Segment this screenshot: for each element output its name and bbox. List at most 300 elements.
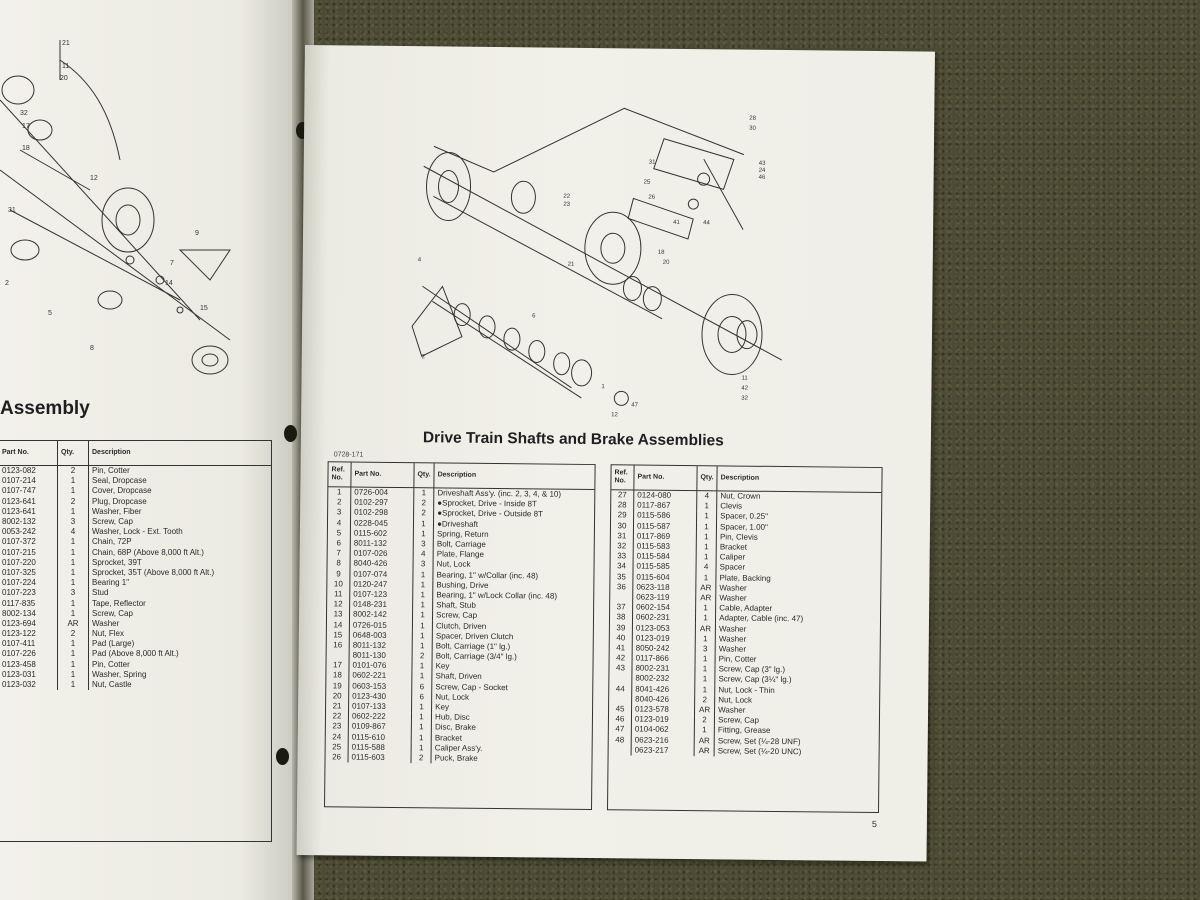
table-cell-qty: 2 — [58, 466, 89, 477]
table-cell-qty: 1 — [412, 672, 432, 682]
table-cell-qty: 1 — [695, 634, 715, 644]
table-cell-part: 8041-426 — [632, 684, 695, 695]
svg-text:41: 41 — [673, 219, 680, 226]
svg-text:18: 18 — [22, 145, 30, 152]
table-cell-desc: Nut, Lock — [718, 695, 753, 705]
table-cell-qty: 3 — [58, 517, 89, 527]
table-cell-part: 0117-869 — [633, 531, 696, 542]
table-cell-ref: 3 — [328, 508, 351, 518]
table-cell-ref: 14 — [327, 620, 350, 630]
table-cell-desc: Screw, Cap — [92, 608, 133, 618]
table-cell-desc: Washer, Fiber — [92, 506, 142, 516]
table-cell-part: 0123-694 — [0, 619, 58, 629]
table-cell-desc: Hub, Disc — [435, 712, 470, 722]
table-cell-part: 0115-610 — [348, 732, 411, 743]
table-cell-part: 0115-583 — [633, 541, 696, 552]
table-cell-ref: 28 — [611, 500, 634, 510]
table-row — [0, 527, 271, 537]
table-cell-desc: Bushing, Drive — [436, 580, 489, 590]
table-cell-ref: 1 — [328, 487, 351, 498]
col-part-no: Part No. — [0, 441, 58, 466]
svg-text:23: 23 — [563, 201, 571, 208]
table-cell-desc: Screw, Set (¼-20 UNC) — [717, 746, 802, 757]
table-cell-qty: 2 — [411, 753, 431, 763]
table-cell-qty: 1 — [413, 590, 433, 600]
table-cell-part: 0115-586 — [634, 511, 697, 522]
table-cell-desc: ●Sprocket, Drive - Inside 8T — [437, 498, 537, 509]
table-cell-ref: 34 — [611, 562, 634, 572]
table-cell-desc: Washer, Lock - Ext. Tooth — [92, 527, 183, 537]
table-cell-part: 8011-132 — [350, 538, 413, 549]
table-cell-desc: Bolt, Carriage (1" lg.) — [435, 641, 511, 652]
table-cell-ref: 43 — [609, 663, 632, 673]
table-row — [0, 558, 271, 568]
table-cell-ref: 15 — [327, 630, 350, 640]
table-cell-part: 0107-074 — [350, 569, 413, 580]
table-cell-desc: Nut, Lock - Thin — [718, 685, 775, 695]
table-cell-qty: 1 — [412, 702, 432, 712]
table-cell-part: 0123-578 — [632, 704, 695, 715]
table-cell-qty: 1 — [413, 519, 433, 529]
svg-text:46: 46 — [758, 174, 766, 181]
table-cell-qty: 1 — [411, 712, 431, 722]
table-cell-desc: Spacer, Driven Clutch — [435, 631, 514, 641]
parts-table-left-body — [325, 487, 594, 765]
table-cell-part: 0107-026 — [350, 549, 413, 560]
table-cell-desc: Spacer, 1.00" — [720, 522, 768, 532]
table-cell-desc: Screw, Cap — [718, 715, 760, 726]
table-cell-ref: 21 — [326, 701, 349, 711]
table-cell-desc: Washer — [719, 583, 747, 593]
table-cell-qty: 3 — [413, 559, 433, 569]
table-cell-desc: Bracket — [434, 732, 463, 743]
svg-text:15: 15 — [200, 305, 208, 312]
table-row — [0, 466, 271, 477]
table-cell-ref: 41 — [610, 643, 633, 653]
table-cell-qty: 1 — [697, 501, 717, 511]
table-cell-desc: Nut, Castle — [92, 680, 132, 690]
table-row — [0, 537, 271, 547]
table-cell-qty: 1 — [696, 603, 716, 613]
table-cell-qty: 1 — [412, 661, 432, 671]
table-cell-part: 0123-082 — [0, 466, 58, 477]
table-cell-qty: 1 — [58, 486, 89, 496]
svg-text:25: 25 — [643, 179, 651, 186]
table-row — [0, 639, 271, 649]
table-cell-part: 8002-132 — [0, 517, 58, 527]
table-cell-part: 0115-604 — [633, 572, 696, 583]
col-part-no: Part No. — [634, 465, 697, 490]
svg-text:32: 32 — [741, 395, 749, 402]
table-cell-desc: Adapter, Cable (inc. 47) — [719, 613, 804, 624]
table-cell-desc: Bearing 1" — [92, 578, 130, 588]
table-cell-ref: 8 — [328, 559, 351, 569]
table-cell-qty: 1 — [412, 641, 432, 651]
table-cell-qty: 1 — [696, 573, 716, 583]
table-cell-qty: 2 — [694, 715, 714, 725]
table-cell-qty: 4 — [58, 527, 89, 537]
table-cell-desc: Nut, Lock — [435, 692, 470, 702]
svg-text:44: 44 — [703, 220, 710, 227]
table-cell-part: 0115-588 — [348, 742, 411, 753]
svg-text:21: 21 — [567, 261, 575, 268]
table-cell-qty: 1 — [58, 660, 89, 670]
table-cell-qty: AR — [696, 593, 716, 603]
table-cell-ref: 5 — [328, 528, 351, 538]
table-cell-ref: 4 — [328, 518, 351, 528]
table-cell-desc: Washer — [718, 705, 746, 715]
table-cell-qty: 1 — [695, 685, 715, 695]
svg-text:5: 5 — [48, 310, 52, 317]
table-row — [0, 619, 271, 629]
table-cell-ref: 48 — [609, 735, 632, 745]
table-cell-desc: Stud — [92, 588, 109, 598]
table-cell-desc: Screw, Cap — [436, 610, 478, 621]
svg-text:20: 20 — [60, 75, 68, 82]
table-cell-part: 0053-242 — [0, 527, 58, 537]
table-cell-part: 0107-123 — [350, 589, 413, 600]
table-cell-ref: 10 — [327, 579, 350, 589]
table-cell-part: 0228-045 — [350, 518, 413, 529]
table-cell-desc: Caliper Ass'y. — [434, 743, 483, 753]
table-cell-ref: 22 — [326, 711, 349, 721]
table-cell-qty: 1 — [413, 580, 433, 590]
table-cell-desc: Clevis — [720, 501, 743, 511]
table-cell-ref — [609, 674, 632, 684]
table-header-row — [328, 462, 594, 489]
table-cell-part: 8002-232 — [632, 674, 695, 685]
right-page — [297, 45, 935, 862]
table-cell-qty: 1 — [58, 558, 89, 568]
svg-text:2: 2 — [5, 280, 9, 287]
parts-table-right-body — [609, 490, 882, 758]
table-cell-qty: 1 — [696, 522, 716, 532]
col-qty: Qty. — [414, 463, 434, 488]
svg-text:14: 14 — [165, 280, 173, 287]
table-cell-qty: 4 — [413, 549, 433, 559]
svg-text:7: 7 — [170, 260, 174, 267]
table-cell-part: 0603-153 — [349, 681, 412, 692]
table-cell-part: 0623-119 — [633, 592, 696, 603]
table-cell-part: 0109-867 — [348, 722, 411, 733]
table-cell-desc: Shaft, Driven — [435, 671, 482, 682]
table-cell-qty: 1 — [412, 631, 432, 641]
table-cell-desc: Pin, Cotter — [92, 659, 130, 669]
table-cell-part: 0123-641 — [0, 507, 58, 517]
table-cell-ref: 47 — [609, 725, 632, 735]
svg-text:43: 43 — [758, 160, 766, 167]
table-cell-desc: ●Driveshaft — [437, 519, 478, 529]
table-cell-part: 0123-641 — [0, 497, 58, 507]
table-cell-desc: Nut, Crown — [720, 491, 761, 501]
table-cell-part: 0102-298 — [351, 508, 414, 519]
table-cell-qty: 3 — [58, 588, 89, 598]
left-exploded-diagram — [0, 20, 290, 390]
table-cell-qty: 2 — [412, 651, 432, 661]
table-cell-desc: Key — [435, 702, 450, 712]
table-cell-qty: 1 — [414, 488, 434, 499]
table-cell-desc: Sprocket, 39T — [92, 557, 142, 567]
table-cell-ref: 45 — [609, 704, 632, 714]
table-cell-qty: 2 — [58, 629, 89, 639]
table-cell-part: 0104-062 — [631, 725, 694, 736]
table-cell-desc: Pin, Clevis — [719, 532, 758, 542]
table-cell-desc: Bracket — [719, 542, 748, 552]
table-row — [325, 752, 591, 765]
table-cell-qty: 1 — [412, 621, 432, 631]
parts-table-left — [325, 462, 594, 765]
table-cell-desc: Chain, 68P (Above 8,000 ft Alt.) — [92, 547, 204, 557]
table-cell-qty: 1 — [58, 507, 89, 517]
table-cell-ref: 2 — [328, 497, 351, 507]
svg-text:1: 1 — [601, 384, 605, 391]
table-cell-part: 0123-019 — [631, 715, 694, 726]
table-cell-ref: 27 — [611, 490, 634, 501]
table-cell-desc: Plate, Backing — [719, 572, 771, 583]
table-cell-ref: 18 — [326, 671, 349, 681]
col-qty: Qty. — [697, 466, 717, 491]
table-cell-desc: Plug, Dropcase — [92, 496, 147, 506]
table-row — [0, 588, 271, 598]
table-cell-part: 0115-584 — [633, 552, 696, 563]
table-cell-part: 0115-602 — [350, 528, 413, 539]
table-cell-desc: Bolt, Carriage (3/4" lg.) — [435, 651, 517, 662]
col-ref-no: Ref. No. — [328, 462, 351, 487]
table-cell-qty: 1 — [694, 725, 714, 735]
svg-text:31: 31 — [648, 159, 656, 166]
table-cell-qty: 1 — [58, 578, 89, 588]
table-cell-desc: Cover, Dropcase — [92, 486, 152, 496]
table-cell-qty: 1 — [58, 609, 89, 619]
table-cell-qty: AR — [694, 746, 714, 756]
left-parts-table-box — [0, 440, 272, 842]
table-cell-desc: Spring, Return — [436, 529, 489, 539]
table-row — [0, 548, 271, 558]
table-cell-qty: 1 — [58, 548, 89, 558]
table-cell-ref: 17 — [326, 660, 349, 670]
table-header-row — [611, 465, 881, 492]
table-cell-desc: Washer — [719, 593, 747, 603]
svg-text:26: 26 — [648, 194, 656, 201]
table-cell-desc: Screw, Cap (3¼" lg.) — [718, 674, 792, 685]
table-cell-part: 0107-214 — [0, 476, 58, 486]
col-part-no: Part No. — [351, 463, 414, 488]
col-description: Description — [717, 466, 882, 492]
table-cell-part: 0726-004 — [351, 487, 414, 498]
table-cell-ref: 23 — [326, 722, 349, 732]
table-cell-part: 0602-231 — [632, 613, 695, 624]
table-cell-ref: 25 — [326, 742, 349, 752]
table-cell-qty: 2 — [695, 695, 715, 705]
table-cell-part: 0107-411 — [0, 639, 58, 649]
table-cell-part: 0602-222 — [348, 712, 411, 723]
table-cell-ref: 37 — [610, 602, 633, 612]
table-cell-part: 0107-223 — [0, 588, 58, 598]
left-parts-table — [0, 441, 271, 690]
table-cell-desc: ●Sprocket, Drive - Outside 8T — [437, 508, 544, 519]
table-cell-desc: Pad (Above 8,000 ft Alt.) — [92, 649, 179, 659]
table-header-row — [0, 441, 271, 466]
table-cell-ref: 29 — [611, 511, 634, 521]
table-cell-qty: 4 — [697, 491, 717, 502]
table-cell-qty: 1 — [58, 537, 89, 547]
table-cell-desc: Fitting, Grease — [717, 725, 771, 736]
table-cell-part: 0101-076 — [349, 661, 412, 672]
table-cell-part: 0123-032 — [0, 680, 58, 690]
table-cell-qty: AR — [695, 705, 715, 715]
table-cell-qty: 6 — [412, 692, 432, 702]
table-cell-qty: 1 — [58, 670, 89, 680]
table-cell-qty: 1 — [413, 600, 433, 610]
table-cell-desc: Pin, Cotter — [92, 466, 130, 476]
table-cell-desc: Bearing, 1" w/Collar (inc. 48) — [436, 570, 539, 581]
table-cell-qty: 6 — [412, 682, 432, 692]
table-cell-ref: 39 — [610, 623, 633, 633]
table-cell-desc: Pin, Cotter — [718, 654, 757, 664]
table-row — [0, 629, 271, 639]
table-cell-ref: 12 — [327, 599, 350, 609]
table-cell-part: 0107-215 — [0, 548, 58, 558]
table-cell-part: 0107-220 — [0, 558, 58, 568]
table-cell-ref: 33 — [611, 551, 634, 561]
table-cell-desc: Nut, Lock — [436, 559, 471, 570]
table-cell-qty: 1 — [58, 598, 89, 608]
table-cell-qty: 1 — [413, 570, 433, 580]
table-cell-qty: 1 — [411, 722, 431, 732]
table-cell-ref: 40 — [610, 633, 633, 643]
table-cell-part: 0107-372 — [0, 537, 58, 547]
table-cell-desc: Washer, Spring — [92, 669, 147, 679]
table-cell-ref: 24 — [326, 732, 349, 742]
table-cell-qty: 1 — [695, 613, 715, 623]
table-cell-desc: Key — [435, 661, 450, 671]
table-cell-desc: Bearing, 1" w/Lock Collar (inc. 48) — [436, 590, 558, 601]
binder-hole — [284, 425, 297, 442]
table-cell-part: 8002-231 — [632, 664, 695, 675]
table-cell-ref: 26 — [325, 752, 348, 762]
table-row — [0, 517, 271, 527]
drive-train-exploded-diagram — [401, 86, 824, 420]
table-cell-part: 0107-747 — [0, 486, 58, 496]
svg-text:8: 8 — [90, 345, 94, 352]
table-cell-qty: 4 — [696, 562, 716, 572]
table-cell-desc: Pad (Large) — [92, 639, 135, 649]
table-row — [0, 680, 271, 690]
table-cell-desc: Spacer — [719, 562, 746, 573]
svg-text:28: 28 — [749, 115, 756, 122]
table-cell-qty: 1 — [58, 568, 89, 578]
table-cell-part: 8011-130 — [349, 650, 412, 661]
table-row — [0, 578, 271, 588]
table-cell-desc: Washer — [718, 623, 747, 634]
table-cell-qty: 1 — [696, 532, 716, 542]
table-cell-part: 8002-134 — [0, 609, 58, 619]
table-cell-ref — [327, 650, 350, 660]
page-number: 5 — [871, 818, 877, 830]
table-cell-part: 0123-458 — [0, 660, 58, 670]
table-cell-part: 0107-133 — [349, 701, 412, 712]
table-cell-desc: Screw, Cap - Socket — [435, 682, 508, 692]
table-cell-qty: 1 — [412, 610, 432, 620]
svg-text:18: 18 — [657, 249, 665, 256]
table-cell-part: 8040-426 — [632, 694, 695, 705]
svg-text:21: 21 — [62, 40, 70, 47]
table-cell-part: 8011-132 — [349, 640, 412, 651]
right-page-heading: Drive Train Shafts and Brake Assemblies — [422, 429, 724, 450]
svg-text:22: 22 — [563, 193, 571, 200]
table-cell-qty: AR — [696, 583, 716, 593]
svg-text:6: 6 — [532, 313, 536, 320]
table-cell-part: 0124-080 — [634, 490, 697, 501]
binder-hole — [276, 748, 289, 765]
table-cell-qty: 2 — [58, 497, 89, 507]
table-cell-part: 0148-231 — [350, 600, 413, 611]
table-cell-part: 8002-142 — [349, 610, 412, 621]
table-cell-qty: 3 — [413, 539, 433, 549]
table-cell-part: 0107-325 — [0, 568, 58, 578]
svg-text:32: 32 — [20, 110, 28, 117]
table-cell-desc: Shaft, Stub — [436, 600, 476, 610]
svg-text:42: 42 — [741, 385, 749, 392]
table-cell-qty: 1 — [411, 743, 431, 753]
table-cell-desc: Disc, Brake — [434, 722, 476, 733]
table-cell-part: 0123-122 — [0, 629, 58, 639]
table-cell-ref: 20 — [326, 691, 349, 701]
table-cell-part: 0117-867 — [634, 501, 697, 512]
table-cell-part: 0107-224 — [0, 578, 58, 588]
svg-text:31: 31 — [8, 207, 16, 214]
table-cell-ref: 19 — [326, 681, 349, 691]
table-cell-desc: Screw, Set (¼-28 UNF) — [717, 735, 801, 746]
table-row — [0, 609, 271, 619]
svg-text:17: 17 — [22, 123, 30, 130]
table-cell-ref: 38 — [610, 612, 633, 622]
table-cell-desc: Screw, Cap (3" lg.) — [718, 664, 786, 675]
table-cell-ref: 13 — [327, 610, 350, 620]
table-cell-qty: AR — [58, 619, 89, 629]
table-cell-desc: Screw, Cap — [92, 517, 133, 527]
table-cell-ref: 36 — [610, 582, 633, 592]
table-cell-qty: 1 — [413, 529, 433, 539]
table-cell-qty: 1 — [58, 680, 89, 690]
table-row — [0, 476, 271, 486]
table-cell-desc: Plate, Flange — [436, 549, 484, 560]
table-cell-part: 0115-603 — [348, 752, 411, 763]
table-cell-ref: 35 — [610, 572, 633, 582]
table-cell-desc: Chain, 72P — [92, 537, 132, 547]
table-cell-ref: 31 — [611, 531, 634, 541]
table-cell-ref: 16 — [327, 640, 350, 650]
left-page-heading: Assembly — [0, 398, 90, 419]
table-cell-part: 0123-031 — [0, 670, 58, 680]
table-cell-part: 0115-587 — [633, 521, 696, 532]
table-cell-part: 8040-426 — [350, 559, 413, 570]
table-cell-ref — [610, 592, 633, 602]
document-number: 0728-171 — [333, 451, 364, 459]
parts-table-right-box — [607, 464, 883, 813]
table-cell-desc: Nut, Flex — [92, 629, 125, 639]
table-cell-part: 0123-430 — [349, 691, 412, 702]
left-table-body — [0, 466, 271, 691]
table-cell-part: 0123-019 — [632, 633, 695, 644]
table-cell-qty: 1 — [58, 476, 89, 486]
table-row — [0, 660, 271, 670]
table-row — [609, 745, 879, 758]
table-cell-qty: 2 — [414, 498, 434, 508]
svg-text:4: 4 — [417, 257, 422, 264]
table-cell-part: 0117-866 — [632, 653, 695, 664]
table-row — [0, 598, 271, 608]
